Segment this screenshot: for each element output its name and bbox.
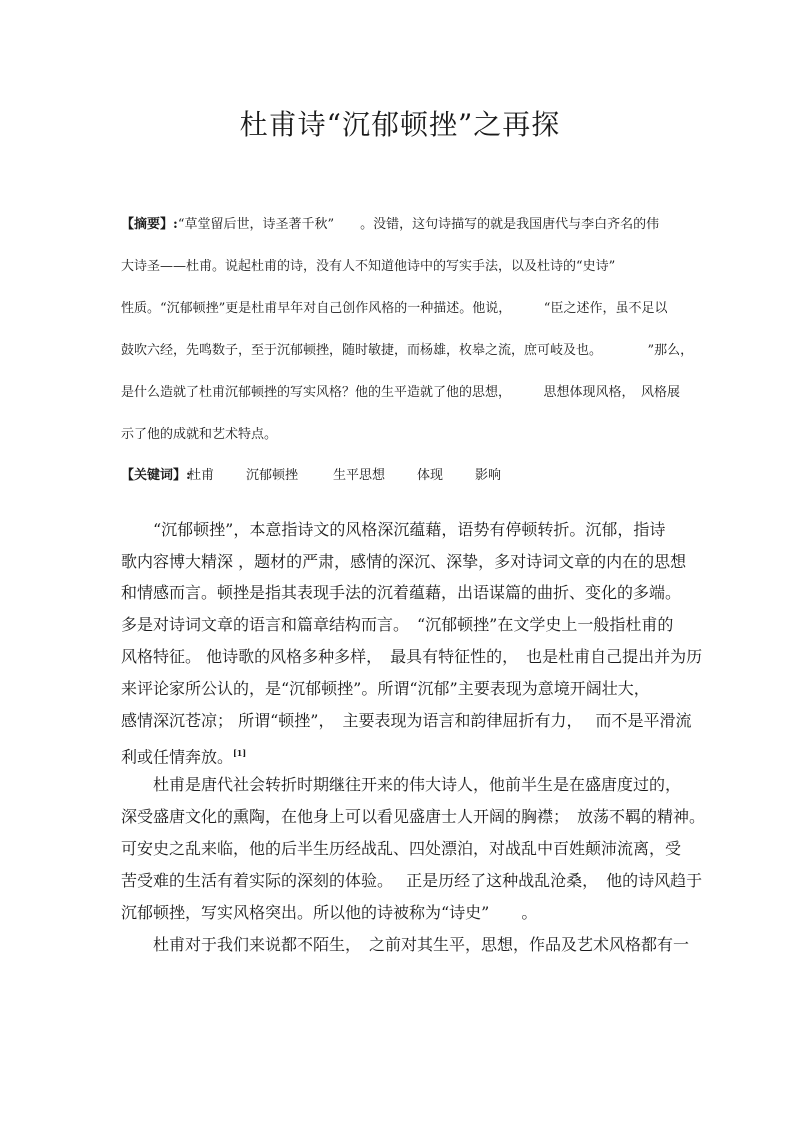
keywords-label: 【关键词】: [121,468,191,483]
body-line: 多是对诗词文章的语言和篇章结构而言。 “沉郁顿挫”在文学史上一般指杜甫的 [121,615,674,634]
keyword: 杜甫 [188,468,215,483]
body-line: 可安史之乱来临，他的后半生历经战乱、四处漂泊，对战乱中百姓颠沛流离，受 [121,839,682,858]
body-line: 感情深沉苍凉； 所谓“顿挫”， 主要表现为语言和韵律屈折有力， 而不是平滑流 [121,711,692,730]
keyword: 体现 [417,468,444,483]
footnote-reference[interactable]: [1] [233,748,247,758]
body-line-last-of-paragraph: 利或任情奔放。[1] [121,747,247,767]
keyword: 生平思想 [333,468,386,483]
body-line: 和情感而言。顿挫是指其表现手法的沉着蕴藉，出语谋篇的曲折、变化的多端。 [121,583,682,602]
keywords [121,466,521,486]
keyword: 影响 [475,468,502,483]
body-line: 沉郁顿挫，写实风格突出。所以他的诗被称为“诗史” 。 [121,903,538,922]
abstract-line-6: 示了他的成就和艺术特点。 [121,427,278,442]
abstract-line-2: 大诗圣——杜甫。说起杜甫的诗，没有人不知道他诗中的写实手法，以及杜诗的“史诗” [121,259,616,274]
body-line: 杜甫是唐代社会转折时期继往开来的伟大诗人，他前半生是在盛唐度过的， [121,775,682,794]
abstract-label: 【摘要】: [121,217,178,232]
page-title: 杜甫诗“沉郁顿挫”之再探 [239,108,561,141]
abstract-line-1: 【摘要】:“草堂留后世，诗圣著千秋” 。没错，这句诗描写的就是我国唐代与李白齐名的伟 [121,217,660,232]
body-line: 苦受难的生活有着实际的深刻的体验。 正是历经了这种战乱沧桑， 他的诗风趋于 [121,871,703,890]
abstract-line-4: 鼓吹六经，先鸣数子，至于沉郁顿挫，随时敏捷，而杨雄，枚皋之流，庶可岐及也。 ”那么， [121,343,694,358]
body-line: 风格特征。 他诗歌的风格多种多样， 最具有特征性的， 也是杜甫自己提出并为历 [121,647,703,666]
body-line: “沉郁顿挫”，本意指诗文的风格深沉蕴藉，语势有停顿转折。沉郁，指诗 [121,520,666,539]
body-line: 来评论家所公认的，是“沉郁顿挫”。所谓“沉郁”主要表现为意境开阔壮大， [121,679,650,698]
abstract-line-5: 是什么造就了杜甫沉郁顿挫的写实风格？他的生平造就了他的思想， 思想体现风格， 风格展 [121,385,681,400]
body-line: 歌内容博大精深 ，题材的严肃，感情的深沉、深挚，多对诗词文章的内在的思想 [121,552,687,571]
keyword: 沉郁顿挫 [246,468,299,483]
body-line: 深受盛唐文化的熏陶，在他身上可以看见盛唐士人开阔的胸襟； 放荡不羁的精神。 [121,807,706,826]
body-line: 杜甫对于我们来说都不陌生， 之前对其生平，思想，作品及艺术风格都有一 [121,935,690,954]
abstract-line-3: 性质。“沉郁顿挫”更是杜甫早年对自己创作风格的一种描述。他说， “臣之述作，虽不足以 [121,301,668,316]
